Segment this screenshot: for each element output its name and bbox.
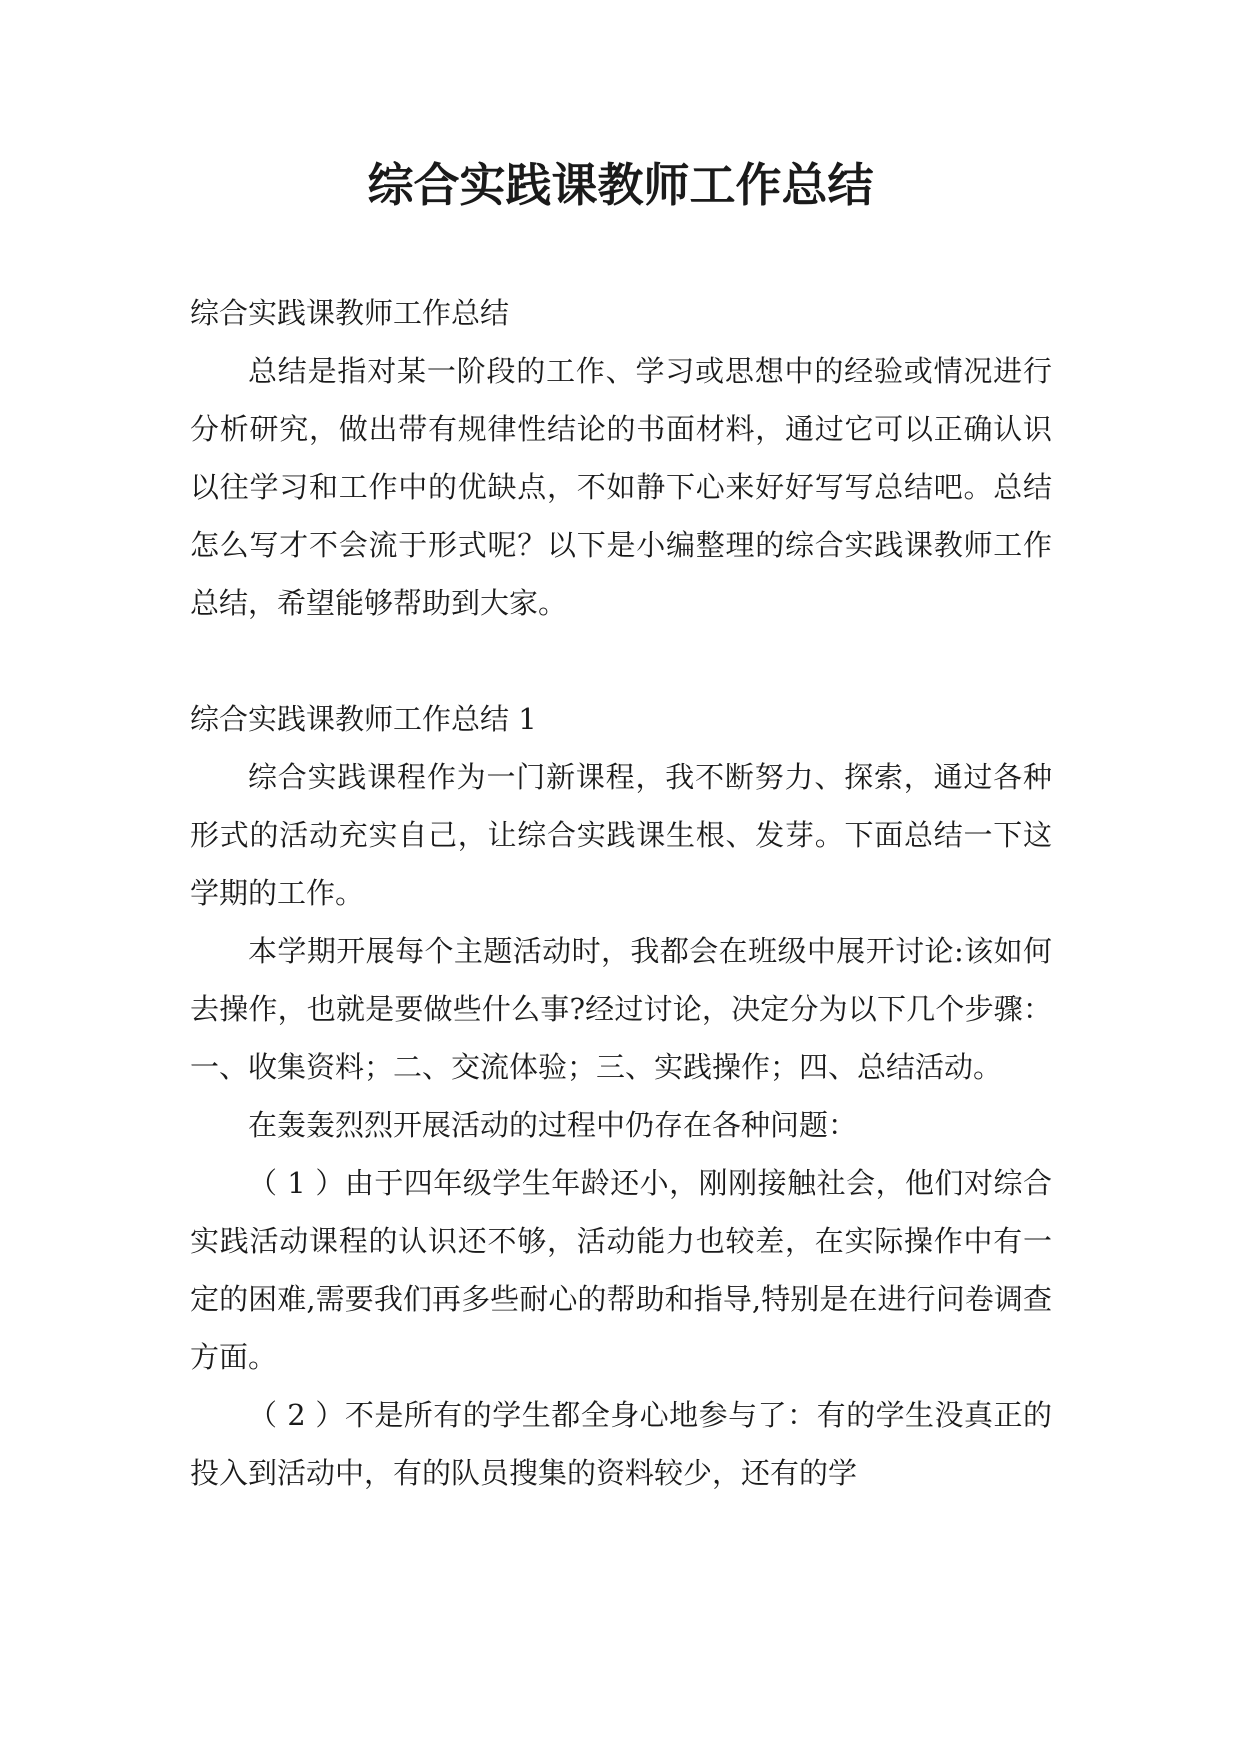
section1-paragraph-4: （ 1 ）由于四年级学生年龄还小，刚刚接触社会，他们对综合实践活动课程的认识还不够，活动能力也较差，在实际操作中有一定的困难,需要我们再多些耐心的帮助和指导,特别是在进行问卷调查方面。 bbox=[190, 1166, 1052, 1374]
section1-heading: 综合实践课教师工作总结 1 bbox=[190, 702, 537, 736]
intro-heading: 综合实践课教师工作总结 bbox=[190, 296, 510, 330]
section1-paragraph-5: （ 2 ）不是所有的学生都全身心地参与了：有的学生没真正的投入到活动中，有的队员搜集的资料较少，还有的学 bbox=[190, 1398, 1052, 1490]
section-spacer bbox=[190, 632, 1052, 690]
section1-paragraph-3: 在轰轰烈烈开展活动的过程中仍存在各种问题： bbox=[248, 1108, 858, 1142]
intro-paragraph: 总结是指对某一阶段的工作、学习或思想中的经验或情况进行分析研究，做出带有规律性结论的书面材料，通过它可以正确认识以往学习和工作中的优缺点，不如静下心来好好写写总结吧。总结怎么写才不会流于形式呢？以下是小编整理的综合实践课教师工作总结，希望能够帮助到大家。 bbox=[190, 354, 1052, 620]
section1-paragraph-2: 本学期开展每个主题活动时，我都会在班级中展开讨论:该如何去操作，也就是要做些什么事?经过讨论，决定分为以下几个步骤：一、收集资料；二、交流体验；三、实践操作；四、总结活动。 bbox=[190, 934, 1052, 1084]
document-title: 综合实践课教师工作总结 bbox=[367, 158, 874, 212]
section1-paragraph-1: 综合实践课程作为一门新课程，我不断努力、探索，通过各种形式的活动充实自己，让综合实践课生根、发芽。下面总结一下这学期的工作。 bbox=[190, 760, 1052, 910]
document-body bbox=[190, 284, 1052, 1502]
